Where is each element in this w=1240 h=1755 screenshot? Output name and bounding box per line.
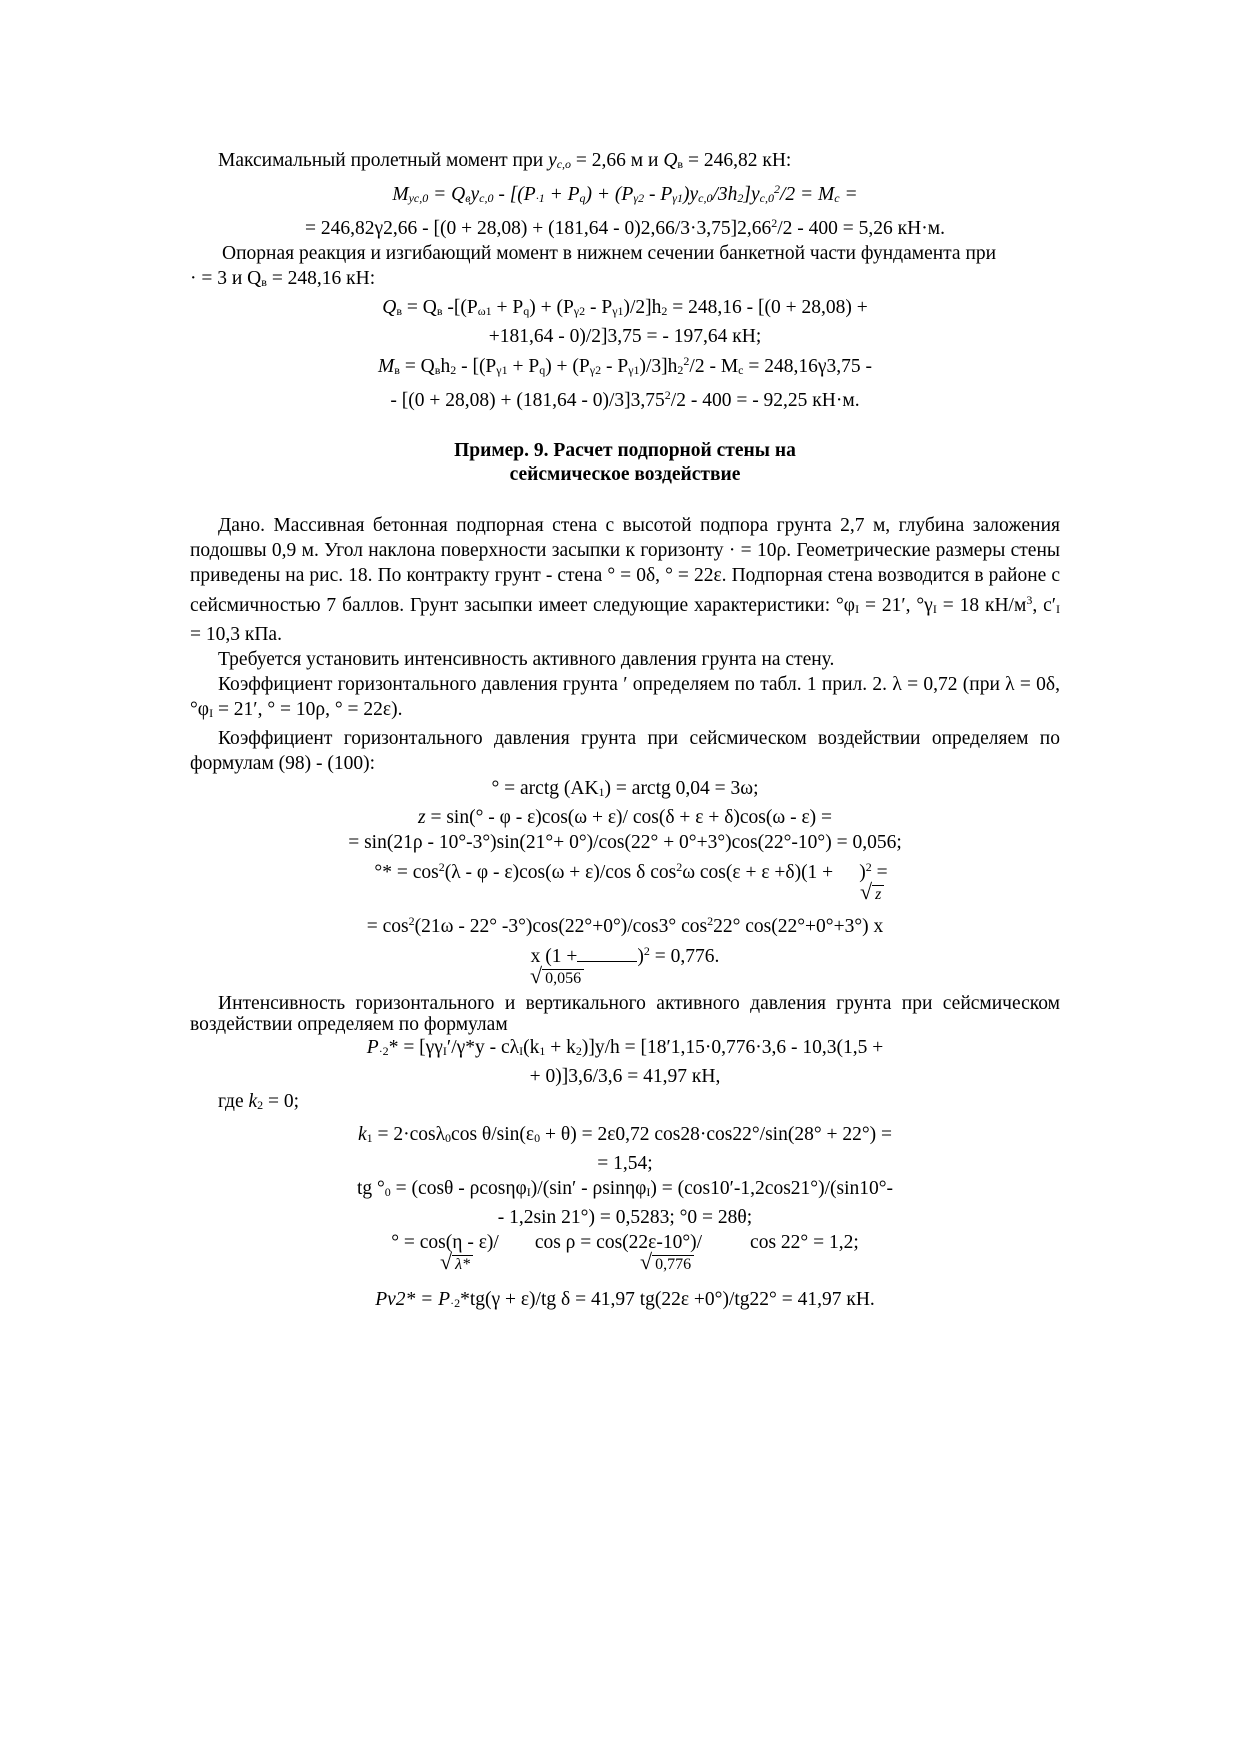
text: Максимальный пролетный момент при — [218, 150, 549, 171]
t: Требуется установить интенсивность активного давления грунта на стену. — [218, 649, 835, 670]
s: q — [579, 191, 586, 205]
s: 2 — [737, 191, 744, 205]
t: /2 - 400 = - 92,25 кН·м. — [670, 390, 860, 411]
formula-z — [190, 805, 1060, 830]
t: ) = arctg 0,04 = 3ω; — [604, 778, 759, 799]
s: 1 — [366, 1131, 373, 1145]
t: /2 = M — [779, 184, 835, 205]
t: Пример. 9. Расчет подпорной стены на — [454, 440, 796, 461]
s: 2 — [408, 914, 415, 928]
t: = 2·cosλ — [372, 1124, 446, 1145]
s: I — [526, 1185, 531, 1199]
s: 0 — [445, 1131, 452, 1145]
var: Q — [663, 150, 678, 171]
s: 0 — [384, 1185, 391, 1199]
sub: c,o — [556, 157, 572, 171]
s: 2 — [677, 363, 684, 377]
s: 2 — [661, 304, 668, 318]
s: 1 — [598, 785, 605, 799]
t: λ* — [452, 1255, 473, 1273]
s: γ2 — [589, 363, 602, 377]
t: (λ - φ - ε)cos(ω + ε)/cos δ cos — [444, 862, 677, 883]
s: I — [209, 706, 214, 720]
s: γ1 — [612, 304, 624, 318]
s: 2 — [257, 1098, 264, 1112]
formula-arctg — [190, 776, 1060, 805]
formula-moment-2-calc — [190, 383, 1060, 413]
sqrt-0056: √ 0,056 — [530, 963, 584, 991]
s: γ1 — [628, 363, 640, 377]
s: 2 — [771, 216, 778, 230]
formula-pv2 — [190, 1287, 1060, 1316]
s: I — [519, 1044, 524, 1058]
t: +181,64 - 0)/2]3,75 = - 197,64 кН; — [488, 326, 762, 347]
t: y — [470, 184, 480, 205]
t: ° = arctg (AK — [491, 778, 599, 799]
t: cos ρ = cos(22ε-10°)/ — [534, 1232, 703, 1253]
t: /2 - M — [689, 356, 739, 377]
s: c,0 — [698, 191, 713, 205]
s: 0 — [534, 1131, 541, 1145]
t: ) + (P — [545, 356, 590, 377]
t: -[(P — [442, 297, 478, 318]
t: ° = cos(η - ε)/ — [391, 1232, 499, 1253]
sqrt-rho-row — [190, 1249, 1060, 1279]
formula-reaction-2 — [190, 324, 1060, 349]
s: 2 — [683, 354, 690, 368]
t: = 0,776. — [649, 946, 720, 967]
formula-pressure — [190, 1035, 1060, 1064]
section-heading — [190, 439, 1060, 487]
t: (21ω - 22° -3°)cos(22°+0°)/cos3° cos — [414, 916, 708, 937]
paragraph-required — [190, 647, 1060, 672]
s: I — [1056, 602, 1061, 616]
t: = — [871, 862, 888, 883]
t: - [(0 + 28,08) + (181,64 - 0)/3]3,75 — [390, 390, 665, 411]
s: yc,0 — [408, 191, 429, 205]
t: ) = (cos10′-1,2cos21°)/(sin10°- — [650, 1178, 894, 1199]
s: I — [855, 602, 860, 616]
s: в — [436, 304, 443, 318]
paragraph-max-moment — [190, 148, 1060, 177]
s: ·2 — [378, 1044, 389, 1058]
s: ·1 — [535, 191, 545, 205]
s: в — [465, 191, 471, 205]
t: x (1 + — [530, 946, 578, 967]
s: 2 — [773, 182, 780, 196]
s: 2 — [707, 914, 714, 928]
formula-lambda-star — [196, 855, 1066, 885]
t: Опорная реакция и изгибающий момент в нижнем сечении банкетной части фундамента при — [222, 243, 997, 264]
s: q — [523, 304, 530, 318]
t: )/3]h — [639, 356, 678, 377]
t: = 248,16γ3,75 - — [743, 356, 872, 377]
s: в — [434, 363, 441, 377]
formula-tg-result — [190, 1205, 1060, 1230]
s: γ1 — [672, 191, 683, 205]
t: /3h — [712, 184, 738, 205]
s: в — [261, 275, 267, 289]
t: где — [218, 1091, 249, 1112]
s: c — [834, 191, 840, 205]
t: = 0; — [263, 1091, 300, 1112]
var: y — [548, 150, 557, 171]
s: 2 — [676, 860, 683, 874]
t: = 248,16 - [(0 + 28,08) + — [667, 297, 868, 318]
s: 2 — [664, 388, 671, 402]
paragraph-given — [190, 513, 1060, 647]
s: c — [738, 363, 744, 377]
t: 22° cos(22°+0°+3°) x — [713, 916, 884, 937]
t: )y — [682, 184, 699, 205]
t: Интенсивность горизонтального и вертикального активного давления грунта при сейсмическом воздействии определяем по формулам — [190, 993, 1060, 1035]
paragraph-seismic-coef — [190, 726, 1060, 776]
t: , c′ — [1032, 595, 1057, 616]
formula-z-calc — [190, 830, 1060, 855]
document-page — [190, 148, 1060, 1316]
spacer — [190, 413, 1060, 439]
s: в — [394, 363, 400, 377]
paragraph-reaction-cont — [190, 266, 1060, 295]
t: + P — [491, 297, 524, 318]
t: - P — [585, 297, 613, 318]
t: k — [357, 1124, 367, 1145]
t: ) — [637, 946, 644, 967]
t: Pv2* = P — [375, 1289, 451, 1310]
t: = (cosθ - ρcosηφ — [390, 1178, 527, 1199]
formula-pressure-result — [190, 1064, 1060, 1089]
s: 2 — [643, 944, 650, 958]
t: = 10,3 кПа. — [190, 624, 282, 645]
s: в — [396, 304, 402, 318]
s: 2 — [450, 363, 457, 377]
t: - [(P — [456, 356, 497, 377]
spacer — [190, 487, 1060, 513]
formula-reaction-1 — [190, 295, 1060, 324]
formula-k1 — [190, 1122, 1060, 1151]
t: cos θ/sin(ε — [451, 1124, 535, 1145]
t: = sin(21ρ - 10°-3°)sin(21°+ 0°)/cos(22° + 0°+3°)cos(22°-10°) = 0,056; — [348, 832, 902, 853]
t: )/(sin′ - ρsinηφ — [530, 1178, 647, 1199]
t: - P — [644, 184, 673, 205]
t: /2 - 400 = 5,26 кН·м. — [777, 218, 945, 239]
formula-moment-1 — [190, 177, 1060, 211]
t: - P — [601, 356, 629, 377]
t: Коэффициент горизонтального давления грунта при сейсмическом воздействии определяем по формулам (98) - (100): — [190, 728, 1060, 774]
t: ) — [859, 862, 866, 883]
t: · = 3 и Q — [190, 268, 262, 289]
t: ′/γ*y - cλ — [446, 1037, 520, 1058]
formula-moment-2 — [190, 349, 1060, 383]
t: = cos — [366, 916, 409, 937]
sqrt-lambda-star: √ λ* — [440, 1249, 473, 1277]
s: I — [646, 1185, 651, 1199]
t: = sin(° - φ - ε)cos(ω + ε)/ cos(δ + ε + δ)cos(ω - ε) = — [425, 807, 833, 828]
t: + P — [544, 184, 580, 205]
t: z — [417, 807, 426, 828]
s: I — [932, 602, 937, 616]
sqrt-z-row — [190, 879, 1060, 909]
t: cos 22° = 1,2; — [750, 1232, 859, 1253]
t: Коэффициент горизонтального давления грунта ′ определяем по табл. 1 прил. 2. λ = 0,72 (при λ = 0δ, °φ — [190, 674, 1060, 720]
t: 0,776 — [652, 1255, 694, 1273]
s: ω1 — [477, 304, 492, 318]
t: = Q — [399, 356, 435, 377]
t: = 18 кН/м — [936, 595, 1027, 616]
s: 3 — [1026, 593, 1033, 607]
t: )/2]h — [623, 297, 662, 318]
t: (k — [523, 1037, 540, 1058]
s: q — [539, 363, 546, 377]
t: + 0)]3,6/3,6 = 41,97 кН, — [529, 1066, 721, 1087]
t: = 248,16 кН: — [266, 268, 376, 289]
t: + k — [545, 1037, 576, 1058]
t: = Q — [428, 184, 466, 205]
t: ]y — [743, 184, 760, 205]
formula-moment-1-calc — [190, 211, 1060, 241]
t: = 246,82γ2,66 - [(0 + 28,08) + (181,64 - 0)2,66/3·3,75]2,66 — [305, 218, 772, 239]
t: = 21′, °γ — [859, 595, 933, 616]
s: 1 — [539, 1044, 546, 1058]
s: γ2 — [633, 191, 645, 205]
paragraph-intensity — [190, 993, 1060, 1035]
s: ·2 — [450, 1296, 461, 1310]
t: - [(P — [493, 184, 536, 205]
t: ) + (P — [585, 184, 634, 205]
t: 0,056 — [542, 969, 584, 987]
t: P — [366, 1037, 379, 1058]
paragraph-reaction — [190, 241, 1060, 266]
t: * = [γγ — [388, 1037, 443, 1058]
t: h — [440, 356, 451, 377]
s: I — [442, 1044, 447, 1058]
t: + P — [507, 356, 540, 377]
underline — [577, 947, 637, 962]
formula-lambda-calc — [190, 909, 1060, 939]
sqrt-0776: √ 0,776 — [640, 1249, 694, 1277]
s: c,0 — [479, 191, 494, 205]
t: *tg(γ + ε)/tg δ = 41,97 tg(22ε +0°)/tg22° = 41,97 кН. — [460, 1289, 875, 1310]
s: c,0 — [759, 191, 774, 205]
text: = 246,82 кН: — [683, 150, 792, 171]
t: tg ° — [356, 1178, 385, 1199]
t: z — [872, 885, 884, 903]
t: + θ) = 2ε0,72 cos28·cos22°/sin(28° + 22°) = — [540, 1124, 893, 1145]
paragraph-where — [190, 1089, 1060, 1118]
formula-tg — [190, 1176, 1060, 1205]
s: 2 — [438, 860, 445, 874]
s: γ1 — [496, 363, 508, 377]
formula-rho — [190, 1230, 1060, 1255]
text: = 2,66 м и — [571, 150, 664, 171]
s: 2 — [865, 860, 872, 874]
spacer — [190, 1279, 1060, 1287]
t: )]y/h = [18′1,15·0,776·3,6 - 10,3(1,5 + — [581, 1037, 884, 1058]
t: = 1,54; — [597, 1153, 653, 1174]
t: M — [378, 356, 395, 377]
t: ) + (P — [529, 297, 574, 318]
t: Дано. Массивная бетонная подпорная стена с высотой подпора грунта 2,7 м, глубина заложения подошвы 0,9 м. Угол наклона поверхности засыпки к горизонту · = 10ρ. Геометрические размеры стены приведены на рис. 18. По контракту грунт - стена ° = 0δ, ° = 22ε. Подпорная стена возводится в районе с сейсмичностью 7 баллов. Грунт засыпки имеет следующие характеристики: °φ — [190, 515, 1060, 616]
t: °* = cos — [374, 862, 439, 883]
t: M — [392, 184, 409, 205]
t: = 21′, ° = 10ρ, ° = 22ε). — [213, 699, 403, 720]
sub: в — [677, 157, 684, 171]
sqrt-z: √ z — [860, 879, 884, 907]
t: Q — [382, 297, 397, 318]
sqrt-0056-row — [190, 963, 1060, 993]
t: - 1,2sin 21°) = 0,5283; °0 = 28θ; — [497, 1207, 753, 1228]
t: k — [248, 1091, 258, 1112]
t: = Q — [401, 297, 437, 318]
formula-k1-result — [190, 1151, 1060, 1176]
t: сейсмическое воздействие — [509, 464, 741, 485]
s: 2 — [575, 1044, 582, 1058]
formula-lambda-result — [190, 939, 1060, 969]
s: γ2 — [573, 304, 586, 318]
t: ω cos(ε + ε +δ)(1 + — [682, 862, 834, 883]
t: = — [839, 184, 858, 205]
paragraph-coefficient — [190, 672, 1060, 726]
